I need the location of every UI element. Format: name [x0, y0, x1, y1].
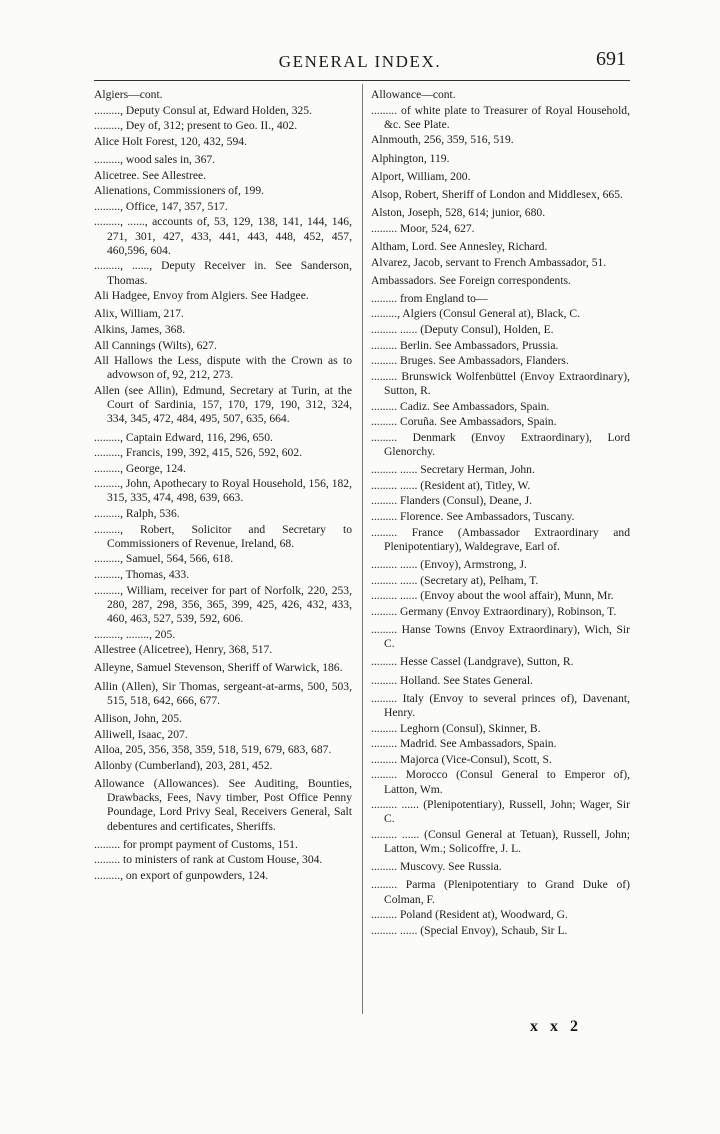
index-entry: ......... ...... (Deputy Consul), Holden, E. [371, 323, 554, 337]
index-entry: ......... ...... (Special Envoy), Schaub, Sir L. [371, 923, 568, 937]
index-entry: ........., Office, 147, 357, 517. [94, 199, 228, 213]
index-entry: ......... to ministers of rank at Custom House, 304. [94, 853, 323, 867]
index-entry: Alvarez, Jacob, servant to French Ambassador, 51. [371, 255, 607, 269]
index-entry: ......... Italy (Envoy to several princes of), Davenant, Henry. [371, 691, 630, 719]
index-entry: ........., ......, Deputy Receiver in. See Sanderson, Thomas. [94, 259, 352, 287]
index-entry: Alienations, Commissioners of, 199. [94, 184, 265, 198]
index-entry: ......... Coruña. See Ambassadors, Spain. [371, 415, 557, 429]
index-entry: ......... Moor, 524, 627. [371, 221, 475, 235]
index-entry: ........., on export of gunpowders, 124. [94, 868, 269, 882]
index-entry: ......... Brunswick Wolfenbüttel (Envoy Extraordinary), Sutton, R. [371, 369, 630, 398]
index-entry: Alport, William, 200. [371, 169, 471, 183]
index-entry: Allestree (Alicetree), Henry, 368, 517. [94, 643, 273, 657]
index-entry: ......... Florence. See Ambassadors, Tuscany. [371, 510, 575, 524]
index-entry: ......... Cadiz. See Ambassadors, Spain. [371, 399, 550, 413]
right-column [371, 88, 630, 939]
header-rule [94, 80, 630, 81]
index-entry: ......... Hanse Towns (Envoy Extraordinary), Wich, Sir C. [371, 622, 630, 651]
index-entry: ........., wood sales in, 367. [94, 152, 216, 166]
index-entry: ........., Samuel, 564, 566, 618. [94, 552, 234, 566]
column-divider [362, 84, 363, 1014]
index-entry: Allonby (Cumberland), 203, 281, 452. [94, 758, 273, 772]
entry-spacer [94, 885, 352, 888]
index-entry: ......... Bruges. See Ambassadors, Flanders. [371, 354, 569, 368]
index-entry: Alleyne, Samuel Stevenson, Sheriff of Warwick, 186. [94, 661, 343, 675]
left-column [94, 88, 352, 887]
index-entry: All Hallows the Less, dispute with the Crown as to advowson of, 92, 212, 273. [94, 354, 352, 382]
index-entry: Altham, Lord. See Annesley, Richard. [371, 239, 548, 253]
index-entry: ........., Ralph, 536. [94, 507, 180, 521]
index-entry: ......... ...... (Resident at), Titley, W. [371, 478, 531, 492]
index-entry: ......... ...... (Envoy about the wool affair), Munn, Mr. [371, 589, 614, 603]
index-entry: ......... Denmark (Envoy Extraordinary), Lord Glenorchy. [371, 430, 630, 459]
index-entry: Alphington, 119. [371, 151, 450, 165]
index-entry: ........., Thomas, 433. [94, 568, 190, 582]
index-entry: Allen (see Allin), Edmund, Secretary at Turin, at the Court of Sardinia, 157, 170, 179, 190, 312, 324, 334, 345, 472, 484, 495, 507, 635, 664. [94, 383, 352, 426]
signature-mark: x x 2 [530, 1018, 582, 1035]
index-entry: Ambassadors. See Foreign correspondents. [371, 273, 571, 287]
index-entry: ........., Francis, 199, 392, 415, 526, 592, 602. [94, 446, 303, 460]
index-entry: ......... Majorca (Vice-Consul), Scott, S. [371, 752, 552, 766]
index-entry: Ali Hadgee, Envoy from Algiers. See Hadgee. [94, 289, 309, 303]
index-entry: Alkins, James, 368. [94, 322, 186, 336]
index-entry: ........., Captain Edward, 116, 296, 650. [94, 430, 273, 444]
index-entry: ......... ...... (Envoy), Armstrong, J. [371, 558, 527, 571]
index-entry: Alnmouth, 256, 359, 516, 519. [371, 133, 514, 147]
index-entry: ........., ........, 205. [94, 627, 176, 641]
index-entry: Alloa, 205, 356, 358, 359, 518, 519, 679, 683, 687. [94, 743, 332, 757]
index-entry: ......... ...... (Plenipotentiary), Russell, John; Wager, Sir C. [371, 798, 630, 826]
index-entry: ......... France (Ambassador Extraordinary and Plenipotentiary), Waldegrave, Earl of. [371, 525, 630, 553]
index-entry: ......... Morocco (Consul General to Emperor of), Latton, Wm. [371, 768, 630, 796]
index-entry: ........., Algiers (Consul General at), Black, C. [371, 307, 580, 321]
index-entry: ......... Poland (Resident at), Woodward, G. [371, 908, 568, 922]
index-entry: ......... ...... (Consul General at Tetuan), Russell, John; Latton, Wm.; Solicoffre, J. L. [371, 827, 630, 856]
index-entry: ......... Hesse Cassel (Landgrave), Sutton, R. [371, 655, 574, 669]
index-entry: ......... Berlin. See Ambassadors, Prussia. [371, 338, 559, 352]
index-entry: Alston, Joseph, 528, 614; junior, 680. [371, 206, 546, 220]
index-entry: ........., Robert, Solicitor and Secretary to Commissioners of Revenue, Ireland, 68. [94, 522, 352, 550]
page-title: GENERAL INDEX. [278, 52, 442, 71]
index-entry: All Cannings (Wilts), 627. [94, 338, 217, 352]
index-entry: Allin (Allen), Sir Thomas, sergeant-at-arms, 500, 503, 515, 518, 642, 666, 677. [94, 679, 352, 707]
index-entry: ........., Dey of, 312; present to Geo. II., 402. [94, 119, 298, 133]
index-entry: Allowance—cont. [371, 88, 456, 101]
index-entry: ........., William, receiver for part of Norfolk, 220, 253, 280, 287, 298, 356, 365, 399, 425, 426, 432, 433, 460, 463, 527, 539, 592, 606. [94, 583, 352, 626]
index-entry: ......... Leghorn (Consul), Skinner, B. [371, 721, 541, 735]
index-entry: Allison, John, 205. [94, 712, 182, 726]
index-entry: ........., ......, accounts of, 53, 129, 138, 141, 144, 146, 271, 301, 427, 433, 441, 443, 448, 452, 457, 460,596, 604. [94, 215, 352, 257]
index-entry: Alliwell, Isaac, 207. [94, 727, 188, 741]
index-entry: ........., John, Apothecary to Royal Household, 156, 182, 315, 335, 474, 498, 639, 663. [94, 477, 352, 505]
index-entry: ......... Parma (Plenipotentiary to Grand Duke of) Colman, F. [371, 878, 630, 906]
page-number: 691 [596, 48, 626, 70]
index-entry: ......... ...... Secretary Herman, John. [371, 463, 535, 477]
index-entry: ......... Germany (Envoy Extraordinary), Robinson, T. [371, 604, 617, 618]
page-header [0, 44, 720, 74]
index-entry: ........., Deputy Consul at, Edward Holden, 325. [94, 103, 312, 117]
index-entry: Algiers—cont. [94, 88, 163, 101]
index-entry: ......... from England to— [371, 291, 488, 305]
index-entry: ......... Flanders (Consul), Deane, J. [371, 494, 532, 508]
index-entry: ......... for prompt payment of Customs, 151. [94, 837, 298, 851]
index-entry: ........., George, 124. [94, 461, 186, 475]
index-entry: ......... ...... (Secretary at), Pelham, T. [371, 573, 539, 587]
index-entry: Alice Holt Forest, 120, 432, 594. [94, 134, 247, 148]
index-entry: Allowance (Allowances). See Auditing, Bounties, Drawbacks, Fees, Navy timber, Post Office Penny Poundage, Lord Privy Seal, Receivers General, Salt debentures and certificates, Sheriffs. [94, 776, 352, 833]
index-entry: Alicetree. See Allestree. [94, 168, 207, 182]
index-entry: ......... Madrid. See Ambassadors, Spain. [371, 737, 557, 751]
index-entry: Alix, William, 217. [94, 307, 184, 321]
index-entry: ......... Holland. See States General. [371, 673, 533, 687]
index-entry: ......... Muscovy. See Russia. [371, 860, 502, 874]
index-entry: ......... of white plate to Treasurer of Royal Household, &c. See Plate. [371, 103, 630, 131]
index-entry: Alsop, Robert, Sheriff of London and Middlesex, 665. [371, 187, 623, 201]
